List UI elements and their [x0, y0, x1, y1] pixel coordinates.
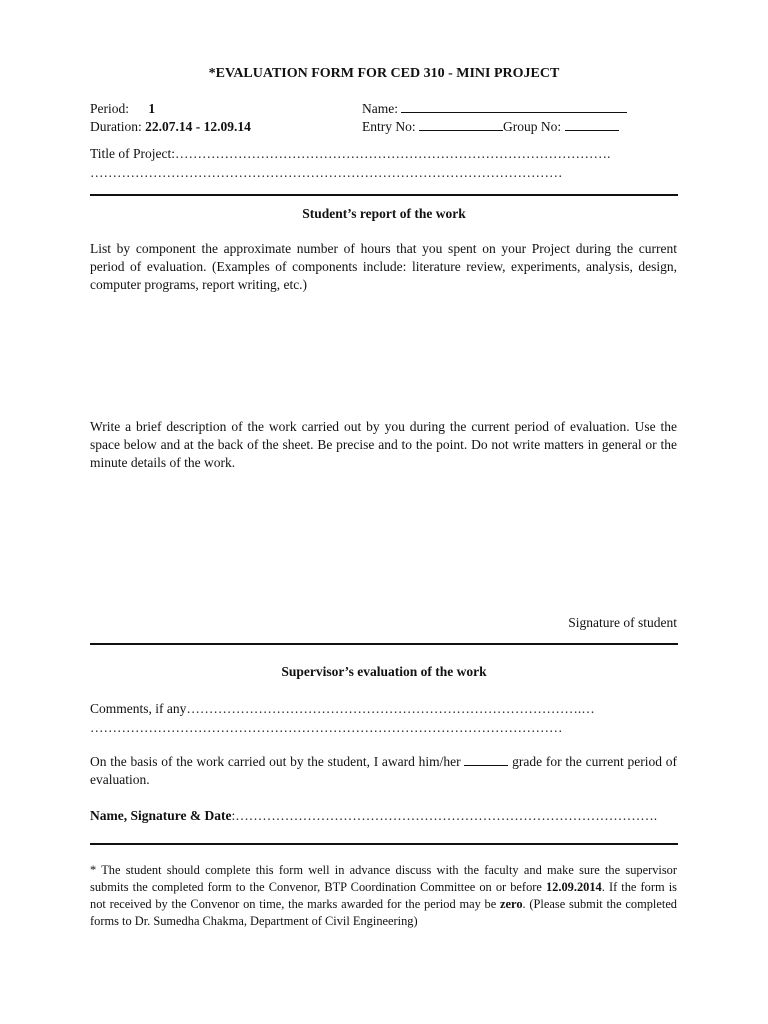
student-signature-label: Signature of student — [568, 615, 677, 630]
award-statement — [90, 753, 677, 789]
comments-dots-line-1[interactable]: …………………………………………………………………………….… — [186, 701, 595, 716]
name-field — [362, 101, 627, 117]
period-value: 1 — [148, 101, 156, 116]
entry-blank[interactable] — [419, 119, 503, 131]
duration-field — [90, 119, 251, 135]
period-field — [90, 101, 155, 117]
period-label: Period: — [90, 101, 129, 116]
name-label: Name: — [362, 101, 398, 116]
hours-instructions: List by component the approximate number of hours that you spent on your Project during the current period of evaluation. (Examples of components include: literature review, experiments, analysis, design, computer programs, report writing, etc.) — [90, 241, 677, 292]
form-title: *EVALUATION FORM FOR CED 310 - MINI PROJECT — [208, 66, 560, 81]
footnote — [90, 862, 677, 930]
name-blank[interactable] — [401, 101, 627, 113]
grade-blank[interactable] — [464, 754, 508, 766]
name-signature-date-field — [90, 808, 657, 824]
section-divider — [90, 643, 678, 645]
comments-dots-line-2[interactable]: …………………………………………………………………………………………… — [90, 720, 563, 735]
section-divider — [90, 194, 678, 196]
footnote-text-3: . (Please submit the completed forms to Dr. Sumedha Chakma, Department of Civil Engineering) — [90, 897, 678, 928]
title-dots-line-1[interactable]: ……………………………………………………………………………………. — [175, 146, 611, 161]
footnote-deadline-date: 12.09.2014 — [545, 880, 602, 894]
comments-label: Comments, if any — [90, 701, 187, 716]
supervisor-section-heading: Supervisor’s evaluation of the work — [281, 664, 487, 679]
footnote-text-1: * The student should complete this form well in advance discuss with the faculty and make sure the supervisor submits the completed form to the Convenor, BTP Coordination Committee on or before — [90, 863, 677, 894]
description-instructions: Write a brief description of the work carried out by you during the current period of evaluation. Use the space below and at the back of the sheet. Be precise and to the point. Do not write matters in general or the minute details of the work. — [90, 419, 677, 470]
footnote-text-2: . If the form is not received by the Convenor on time, the marks awarded for the period may be — [90, 880, 677, 911]
name-signature-date-dots[interactable]: :…………………………………………………………………………………. — [231, 808, 658, 823]
student-section-heading: Student’s report of the work — [302, 206, 466, 221]
name-signature-date-label: Name, Signature & Date — [90, 808, 232, 823]
entry-group-field — [362, 119, 619, 135]
group-label: Group No: — [503, 119, 562, 134]
duration-value: 22.07.14 - 12.09.14 — [145, 119, 251, 134]
duration-label: Duration: — [90, 119, 142, 134]
award-text-after: grade for the current period of evaluation. — [90, 754, 678, 787]
group-blank[interactable] — [565, 119, 619, 131]
section-divider — [90, 843, 678, 845]
award-text-before: On the basis of the work carried out by the student, I award him/her — [90, 754, 461, 769]
title-of-project-label: Title of Project: — [90, 146, 176, 161]
title-of-project-field — [90, 146, 610, 162]
title-dots-line-2[interactable]: …………………………………………………………………………………………… — [90, 165, 563, 180]
entry-label: Entry No: — [362, 119, 416, 134]
footnote-zero: zero — [500, 897, 523, 911]
comments-field — [90, 701, 595, 717]
